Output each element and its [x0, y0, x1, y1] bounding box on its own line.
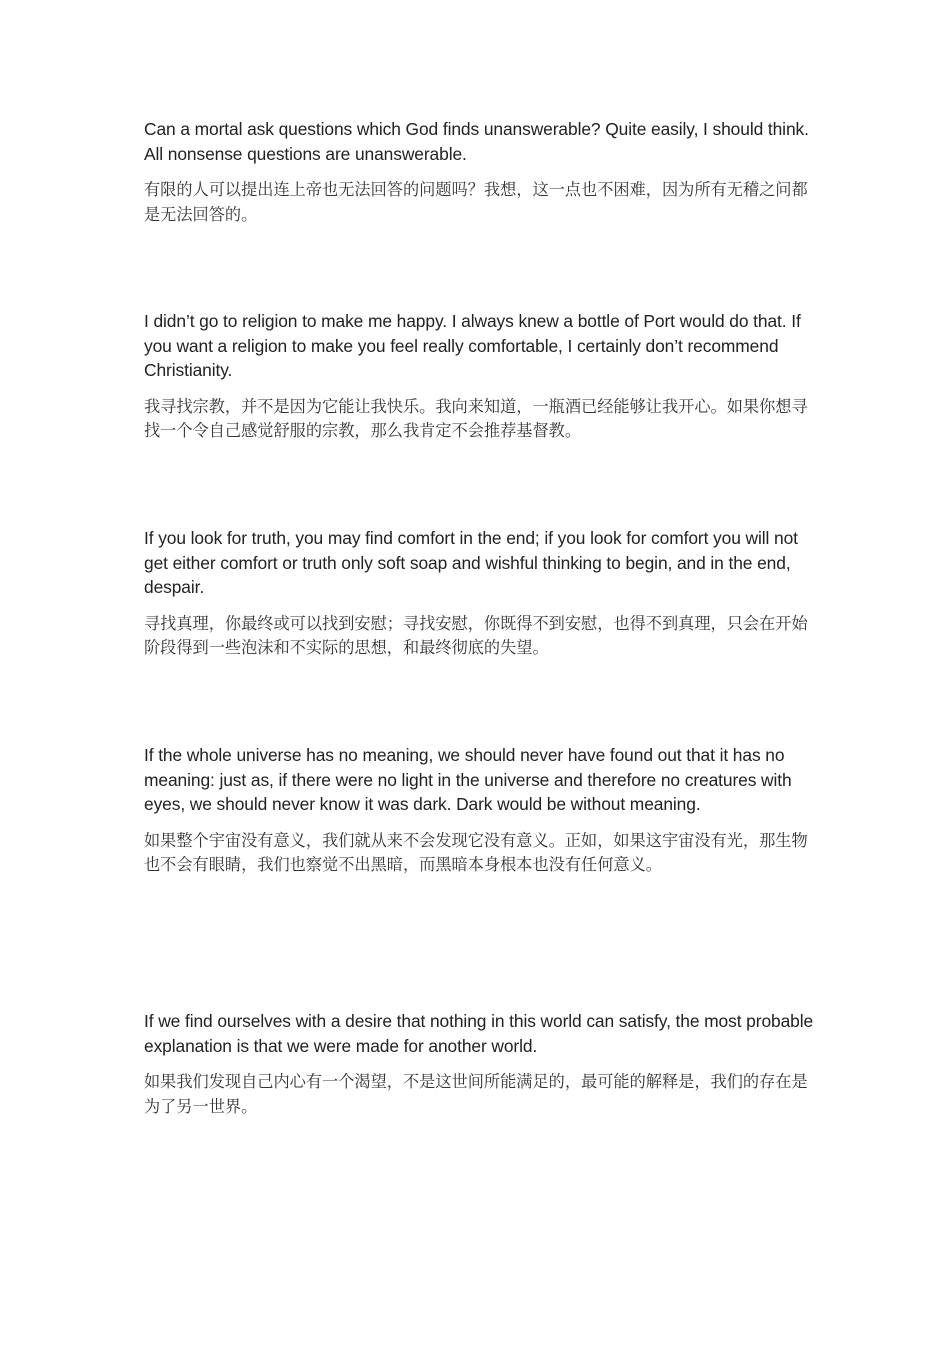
quote-chinese: 有限的人可以提出连上帝也无法回答的问题吗？我想，这一点也不困难，因为所有无稽之问都是无法回答的。 — [144, 180, 808, 224]
quote-block — [144, 743, 816, 878]
quote-english: I didn’t go to religion to make me happy. I always knew a bottle of Port would do that. If you want a religion to make you feel really comfortable, I certainly don’t recommend Christianity. — [144, 311, 801, 380]
quote-block — [144, 526, 816, 661]
quote-chinese: 我寻找宗教，并不是因为它能让我快乐。我向来知道，一瓶酒已经能够让我开心。如果你想寻找一个令自己感觉舒服的宗教，那么我肯定不会推荐基督教。 — [144, 396, 808, 440]
quote-block — [144, 309, 816, 444]
quote-english: If we find ourselves with a desire that nothing in this world can satisfy, the most probable explanation is that we were made for another world. — [144, 1011, 814, 1056]
quote-chinese: 如果我们发现自己内心有一个渴望，不是这世间所能满足的，最可能的解释是，我们的存在是为了另一世界。 — [144, 1072, 808, 1116]
quote-english: If the whole universe has no meaning, we should never have found out that it has no meaning: just as, if there were no light in the universe and therefore no creatures with eyes, we should never know it was dark. Dark would be without meaning. — [144, 745, 792, 814]
quote-block — [144, 117, 816, 227]
quote-english: Can a mortal ask questions which God finds unanswerable? Quite easily, I should think. All nonsense questions are unanswerable. — [144, 119, 809, 164]
quote-chinese: 寻找真理，你最终或可以找到安慰；寻找安慰，你既得不到安慰，也得不到真理，只会在开始阶段得到一些泡沫和不实际的思想，和最终彻底的失望。 — [144, 613, 808, 657]
quote-block — [144, 1009, 816, 1119]
quote-chinese: 如果整个宇宙没有意义，我们就从来不会发现它没有意义。正如，如果这宇宙没有光，那生物也不会有眼睛，我们也察觉不出黑暗，而黑暗本身根本也没有任何意义。 — [144, 830, 808, 874]
quote-english: If you look for truth, you may find comfort in the end; if you look for comfort you will not get either comfort or truth only soft soap and wishful thinking to begin, and in the end, despair. — [144, 528, 798, 597]
